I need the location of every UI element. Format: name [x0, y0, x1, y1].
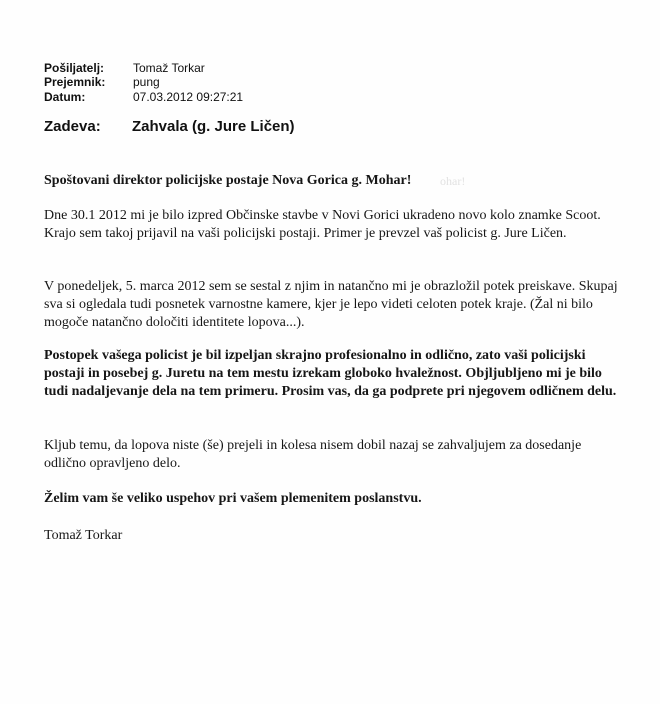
to-label: Prejemnik: — [44, 75, 106, 89]
scan-bleed-text: ohar! — [440, 174, 466, 188]
from-value: Tomaž Torkar — [133, 61, 205, 75]
subject-label: Zadeva: — [44, 118, 101, 135]
greeting: Spoštovani direktor policijske postaje Nova Gorica g. Mohar! — [44, 173, 412, 188]
date-label: Datum: — [44, 90, 86, 104]
date-value: 07.03.2012 09:27:21 — [133, 90, 244, 104]
paragraph-5: Želim vam še veliko uspehov pri vašem plemenitem poslanstvu. — [44, 491, 422, 506]
signature: Tomaž Torkar — [44, 528, 123, 543]
subject-value: Zahvala (g. Jure Ličen) — [132, 118, 295, 135]
paragraph-4: Kljub temu, da lopova niste (še) prejeli in kolesa nisem dobil nazaj se zahvaljujem za dosedanje odlično opravljeno delo. — [44, 438, 582, 471]
from-label: Pošiljatelj: — [44, 61, 105, 75]
to-value: pung — [133, 75, 160, 89]
paragraph-3: Postopek vašega policist je bil izpeljan skrajno profesionalno in odlično, zato vaši policijski postaji in posebej g. Juretu na tem mestu izrekam globoko hvaležnost. Objljubljeno mi je bilo tudi nadaljevanje dela na tem primeru. Prosim vas, da ga podprete pri njegovem odličnem delu. — [44, 348, 617, 399]
paragraph-1: Dne 30.1 2012 mi je bilo izpred Občinske stavbe v Novi Gorici ukradeno novo kolo znamke Scoot. Krajo sem takoj prijavil na vaši policijski postaji. Primer je prevzel vaš policist g. Jure Ličen. — [44, 208, 601, 241]
paragraph-2: V ponedeljek, 5. marca 2012 sem se sestal z njim in natančno mi je obrazložil potek preiskave. Skupaj sva si ogledala tudi posnetek varnostne kamere, kjer je lepo videti celoten potek kraje. (Žal ni bilo mogoče natančno določiti identitete lopova...). — [44, 279, 618, 330]
